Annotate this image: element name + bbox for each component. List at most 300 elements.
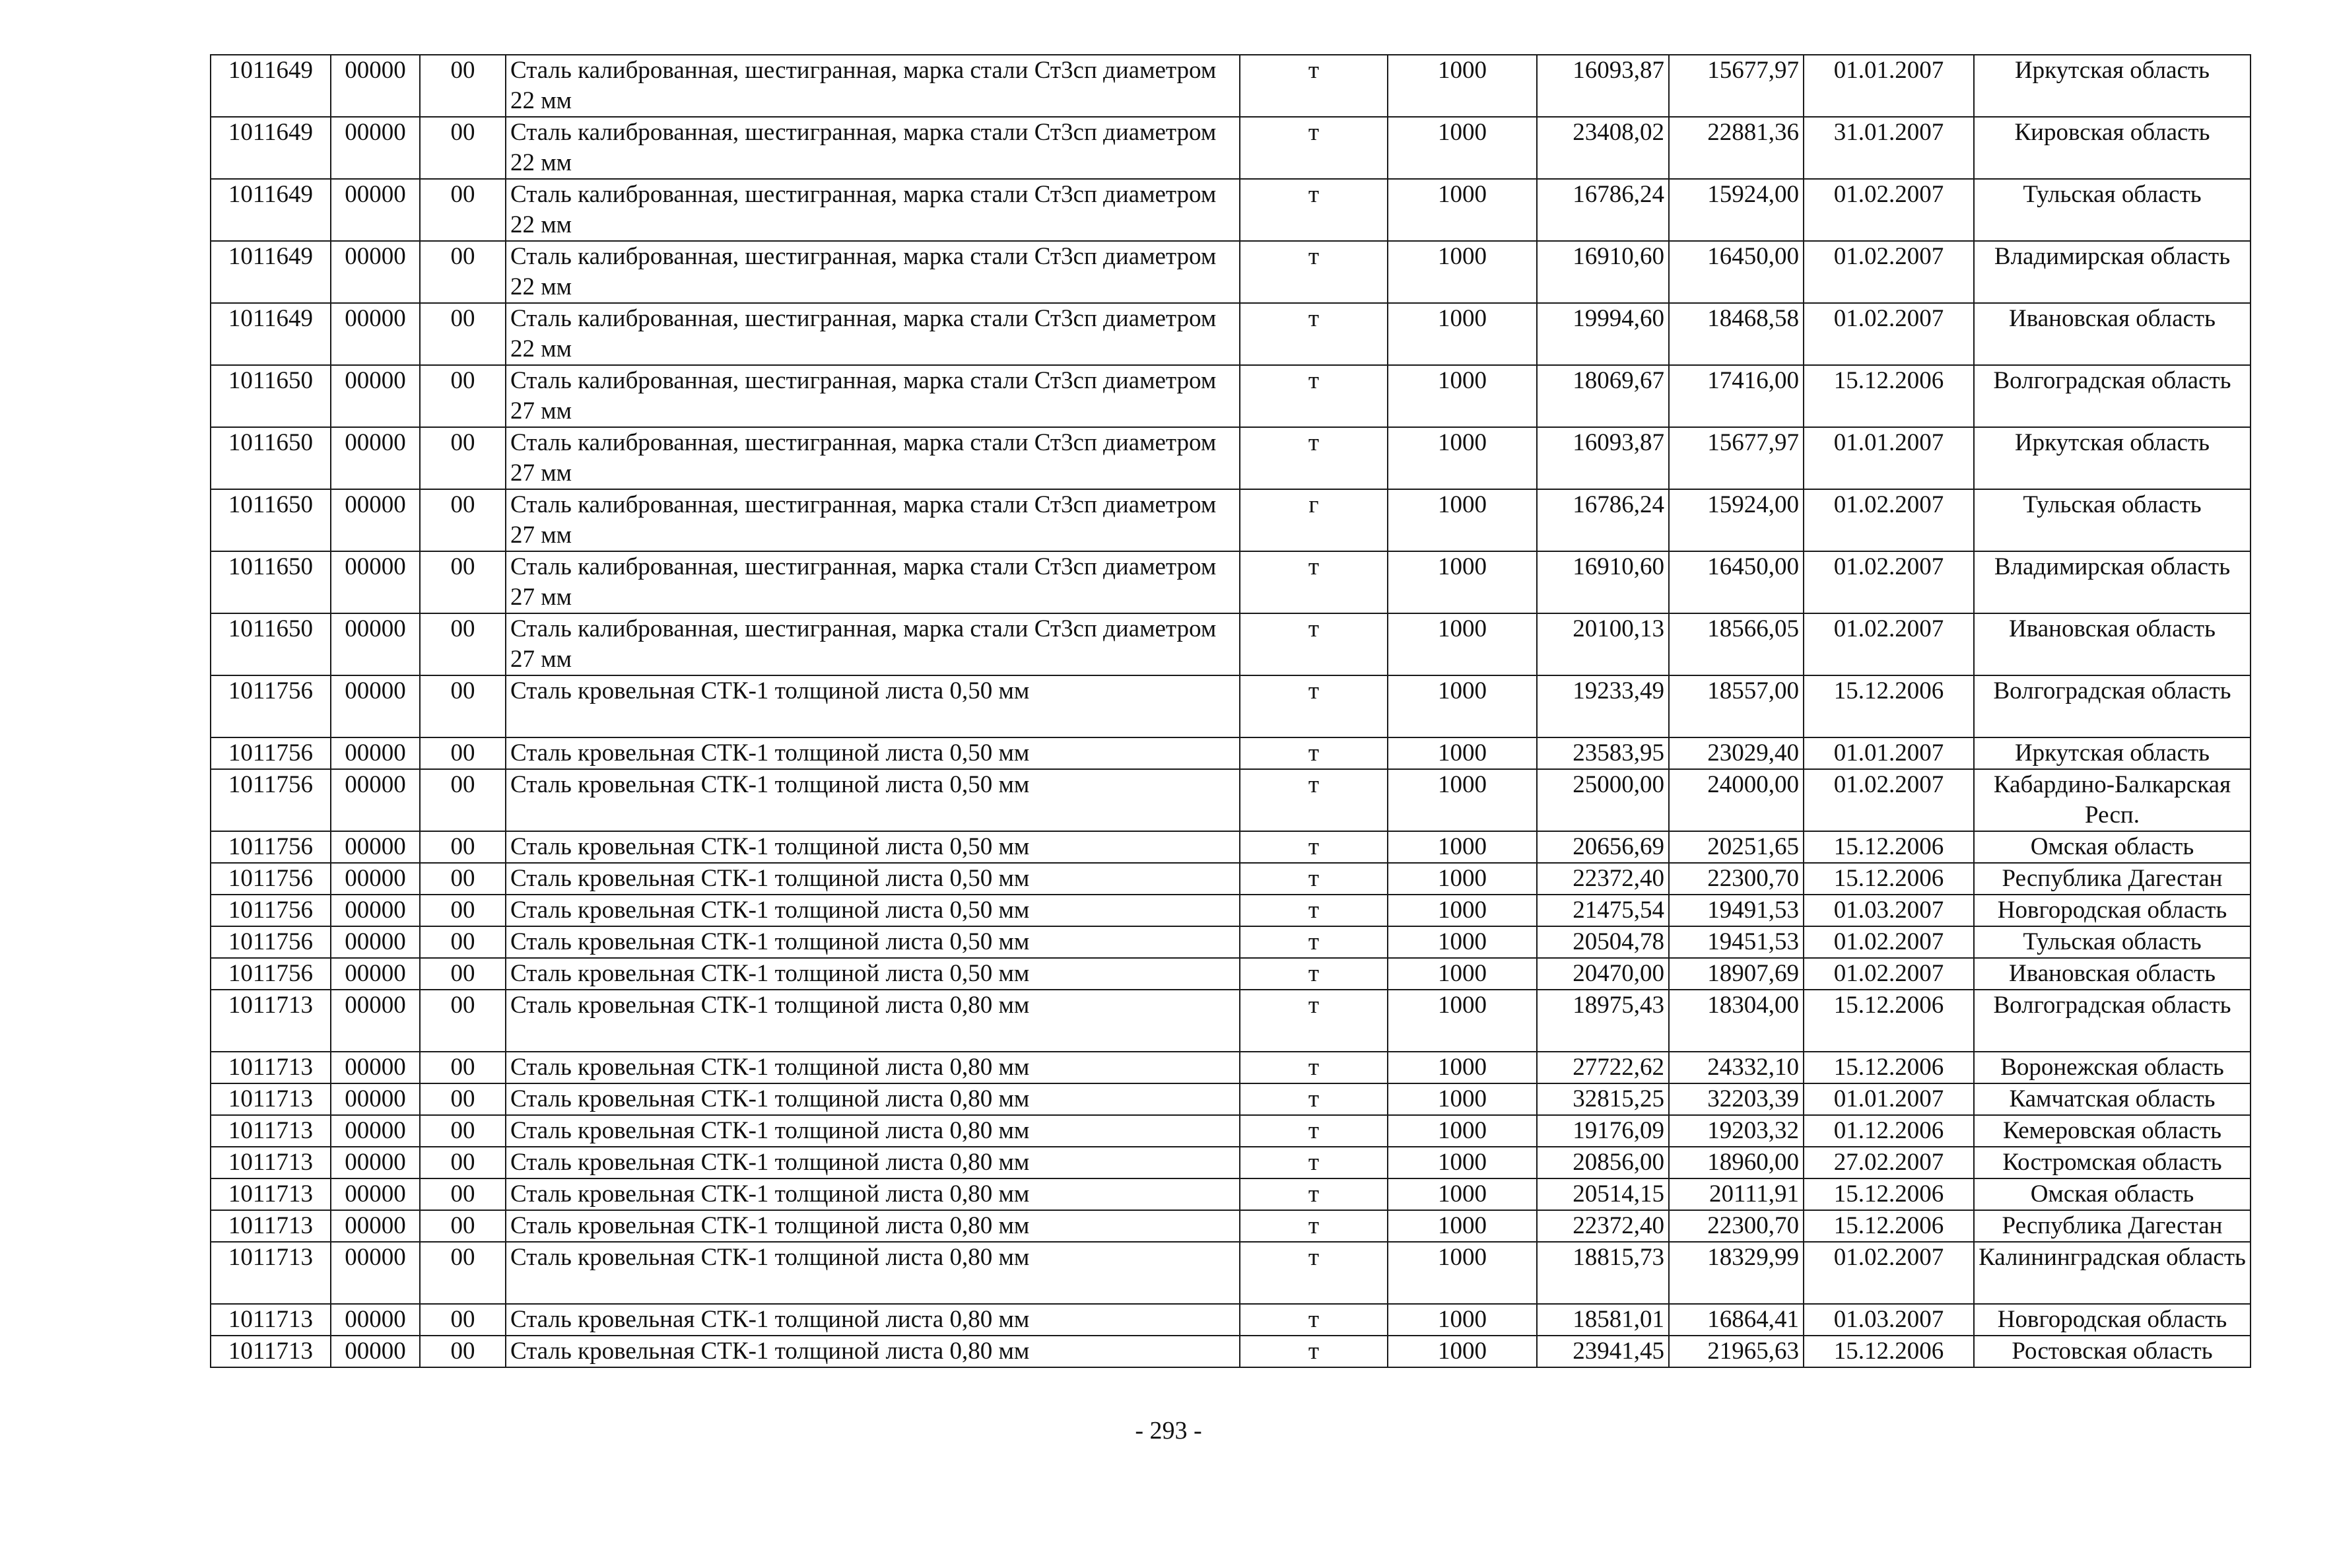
material-name-cell: Сталь кровельная СТК-1 толщиной листа 0,50 мм [506,958,1240,990]
material-name-cell: Сталь калиброванная, шестигранная, марка стали Ст3сп диаметром 22 мм [506,117,1240,179]
date-cell: 15.12.2006 [1804,863,1974,895]
price-with-vat-cell: 16910,60 [1537,551,1669,613]
unit-cell: т [1240,241,1388,303]
region-cell: Республика Дагестан [1974,1210,2251,1242]
region-cell: Владимирская область [1974,551,2251,613]
quantity-cell: 1000 [1388,55,1537,117]
material-name-cell: Сталь кровельная СТК-1 толщиной листа 0,50 мм [506,675,1240,737]
unit-cell: т [1240,1304,1388,1336]
version-cell: 00 [420,675,506,737]
date-cell: 15.12.2006 [1804,1336,1974,1367]
material-name-cell: Сталь кровельная СТК-1 толщиной листа 0,50 мм [506,895,1240,926]
version-cell: 00 [420,1304,506,1336]
version-cell: 00 [420,831,506,863]
date-cell: 15.12.2006 [1804,831,1974,863]
region-cell: Кемеровская область [1974,1115,2251,1147]
price-without-vat-cell: 16864,41 [1669,1304,1804,1336]
price-with-vat-cell: 16093,87 [1537,55,1669,117]
version-cell: 00 [420,1210,506,1242]
price-without-vat-cell: 19451,53 [1669,926,1804,958]
subcode-cell: 00000 [331,1336,420,1367]
price-without-vat-cell: 18468,58 [1669,303,1804,365]
price-without-vat-cell: 15677,97 [1669,427,1804,489]
region-cell: Ивановская область [1974,958,2251,990]
table-row [211,427,2251,489]
unit-cell: т [1240,863,1388,895]
item-code-cell: 1011713 [211,1052,331,1083]
item-code-cell: 1011649 [211,179,331,241]
date-cell: 15.12.2006 [1804,1210,1974,1242]
region-cell: Воронежская область [1974,1052,2251,1083]
version-cell: 00 [420,737,506,769]
unit-cell: т [1240,303,1388,365]
quantity-cell: 1000 [1388,1115,1537,1147]
price-without-vat-cell: 18304,00 [1669,990,1804,1052]
table-row [211,1147,2251,1178]
version-cell: 00 [420,958,506,990]
unit-cell: т [1240,365,1388,427]
quantity-cell: 1000 [1388,737,1537,769]
version-cell: 00 [420,990,506,1052]
price-with-vat-cell: 19994,60 [1537,303,1669,365]
date-cell: 15.12.2006 [1804,990,1974,1052]
price-with-vat-cell: 19233,49 [1537,675,1669,737]
price-with-vat-cell: 16786,24 [1537,179,1669,241]
material-name-cell: Сталь кровельная СТК-1 толщиной листа 0,50 мм [506,926,1240,958]
quantity-cell: 1000 [1388,1336,1537,1367]
quantity-cell: 1000 [1388,613,1537,675]
date-cell: 01.02.2007 [1804,769,1974,831]
item-code-cell: 1011650 [211,365,331,427]
table-row [211,1210,2251,1242]
price-without-vat-cell: 17416,00 [1669,365,1804,427]
region-cell: Камчатская область [1974,1083,2251,1115]
version-cell: 00 [420,613,506,675]
subcode-cell: 00000 [331,769,420,831]
quantity-cell: 1000 [1388,831,1537,863]
item-code-cell: 1011756 [211,675,331,737]
item-code-cell: 1011713 [211,990,331,1052]
item-code-cell: 1011713 [211,1336,331,1367]
unit-cell: т [1240,737,1388,769]
quantity-cell: 1000 [1388,1083,1537,1115]
price-without-vat-cell: 18907,69 [1669,958,1804,990]
subcode-cell: 00000 [331,1178,420,1210]
price-with-vat-cell: 20514,15 [1537,1178,1669,1210]
region-cell: Кабардино-Балкарская Респ. [1974,769,2251,831]
date-cell: 31.01.2007 [1804,117,1974,179]
material-name-cell: Сталь калиброванная, шестигранная, марка стали Ст3сп диаметром 22 мм [506,241,1240,303]
material-name-cell: Сталь кровельная СТК-1 толщиной листа 0,50 мм [506,831,1240,863]
unit-cell: т [1240,1178,1388,1210]
table-row [211,1115,2251,1147]
date-cell: 15.12.2006 [1804,1052,1974,1083]
price-without-vat-cell: 22300,70 [1669,1210,1804,1242]
subcode-cell: 00000 [331,489,420,551]
unit-cell: т [1240,1052,1388,1083]
material-name-cell: Сталь калиброванная, шестигранная, марка стали Ст3сп диаметром 27 мм [506,427,1240,489]
price-without-vat-cell: 20111,91 [1669,1178,1804,1210]
unit-cell: т [1240,117,1388,179]
date-cell: 01.01.2007 [1804,427,1974,489]
quantity-cell: 1000 [1388,489,1537,551]
price-with-vat-cell: 23583,95 [1537,737,1669,769]
region-cell: Ростовская область [1974,1336,2251,1367]
subcode-cell: 00000 [331,427,420,489]
table-row [211,926,2251,958]
price-without-vat-cell: 18557,00 [1669,675,1804,737]
price-table [210,54,2251,1368]
item-code-cell: 1011713 [211,1304,331,1336]
subcode-cell: 00000 [331,1242,420,1304]
item-code-cell: 1011756 [211,737,331,769]
price-with-vat-cell: 32815,25 [1537,1083,1669,1115]
subcode-cell: 00000 [331,303,420,365]
price-without-vat-cell: 20251,65 [1669,831,1804,863]
region-cell: Иркутская область [1974,427,2251,489]
price-without-vat-cell: 16450,00 [1669,241,1804,303]
unit-cell: т [1240,1336,1388,1367]
version-cell: 00 [420,179,506,241]
price-without-vat-cell: 18566,05 [1669,613,1804,675]
region-cell: Республика Дагестан [1974,863,2251,895]
subcode-cell: 00000 [331,241,420,303]
unit-cell: т [1240,1083,1388,1115]
quantity-cell: 1000 [1388,990,1537,1052]
unit-cell: т [1240,831,1388,863]
table-row [211,55,2251,117]
subcode-cell: 00000 [331,958,420,990]
table-body [211,55,2251,1367]
table-row [211,990,2251,1052]
price-without-vat-cell: 22881,36 [1669,117,1804,179]
subcode-cell: 00000 [331,1304,420,1336]
unit-cell: т [1240,1115,1388,1147]
unit-cell: г [1240,489,1388,551]
region-cell: Кировская область [1974,117,2251,179]
quantity-cell: 1000 [1388,365,1537,427]
quantity-cell: 1000 [1388,1210,1537,1242]
region-cell: Новгородская область [1974,1304,2251,1336]
date-cell: 01.02.2007 [1804,613,1974,675]
quantity-cell: 1000 [1388,1304,1537,1336]
price-with-vat-cell: 20856,00 [1537,1147,1669,1178]
quantity-cell: 1000 [1388,1178,1537,1210]
price-without-vat-cell: 18960,00 [1669,1147,1804,1178]
region-cell: Новгородская область [1974,895,2251,926]
price-with-vat-cell: 16093,87 [1537,427,1669,489]
version-cell: 00 [420,241,506,303]
quantity-cell: 1000 [1388,1052,1537,1083]
date-cell: 27.02.2007 [1804,1147,1974,1178]
subcode-cell: 00000 [331,179,420,241]
region-cell: Иркутская область [1974,737,2251,769]
region-cell: Ивановская область [1974,613,2251,675]
price-with-vat-cell: 20100,13 [1537,613,1669,675]
subcode-cell: 00000 [331,1210,420,1242]
price-without-vat-cell: 16450,00 [1669,551,1804,613]
item-code-cell: 1011756 [211,958,331,990]
item-code-cell: 1011649 [211,303,331,365]
price-without-vat-cell: 24332,10 [1669,1052,1804,1083]
quantity-cell: 1000 [1388,958,1537,990]
subcode-cell: 00000 [331,831,420,863]
version-cell: 00 [420,895,506,926]
quantity-cell: 1000 [1388,769,1537,831]
version-cell: 00 [420,1178,506,1210]
date-cell: 01.02.2007 [1804,1242,1974,1304]
date-cell: 15.12.2006 [1804,675,1974,737]
item-code-cell: 1011713 [211,1210,331,1242]
region-cell: Омская область [1974,1178,2251,1210]
subcode-cell: 00000 [331,990,420,1052]
table-row [211,303,2251,365]
date-cell: 01.02.2007 [1804,303,1974,365]
item-code-cell: 1011756 [211,863,331,895]
region-cell: Омская область [1974,831,2251,863]
material-name-cell: Сталь кровельная СТК-1 толщиной листа 0,80 мм [506,1210,1240,1242]
date-cell: 01.03.2007 [1804,1304,1974,1336]
subcode-cell: 00000 [331,1083,420,1115]
price-table-container [210,54,2250,1368]
date-cell: 01.12.2006 [1804,1115,1974,1147]
subcode-cell: 00000 [331,55,420,117]
table-row [211,365,2251,427]
page-number: - 293 - [1135,1417,1202,1445]
subcode-cell: 00000 [331,675,420,737]
date-cell: 01.01.2007 [1804,55,1974,117]
price-with-vat-cell: 18069,67 [1537,365,1669,427]
quantity-cell: 1000 [1388,241,1537,303]
price-with-vat-cell: 22372,40 [1537,863,1669,895]
price-with-vat-cell: 18975,43 [1537,990,1669,1052]
table-row [211,1242,2251,1304]
quantity-cell: 1000 [1388,675,1537,737]
region-cell: Волгоградская область [1974,990,2251,1052]
quantity-cell: 1000 [1388,863,1537,895]
quantity-cell: 1000 [1388,926,1537,958]
unit-cell: т [1240,551,1388,613]
table-row [211,1083,2251,1115]
material-name-cell: Сталь кровельная СТК-1 толщиной листа 0,80 мм [506,1242,1240,1304]
price-without-vat-cell: 24000,00 [1669,769,1804,831]
date-cell: 15.12.2006 [1804,365,1974,427]
subcode-cell: 00000 [331,1115,420,1147]
region-cell: Калининградская область [1974,1242,2251,1304]
price-with-vat-cell: 16786,24 [1537,489,1669,551]
version-cell: 00 [420,489,506,551]
version-cell: 00 [420,1115,506,1147]
material-name-cell: Сталь кровельная СТК-1 толщиной листа 0,80 мм [506,990,1240,1052]
unit-cell: т [1240,613,1388,675]
material-name-cell: Сталь кровельная СТК-1 толщиной листа 0,80 мм [506,1083,1240,1115]
material-name-cell: Сталь кровельная СТК-1 толщиной листа 0,80 мм [506,1147,1240,1178]
table-row [211,769,2251,831]
unit-cell: т [1240,675,1388,737]
region-cell: Костромская область [1974,1147,2251,1178]
material-name-cell: Сталь калиброванная, шестигранная, марка стали Ст3сп диаметром 22 мм [506,303,1240,365]
quantity-cell: 1000 [1388,1242,1537,1304]
region-cell: Иркутская область [1974,55,2251,117]
subcode-cell: 00000 [331,863,420,895]
price-without-vat-cell: 19203,32 [1669,1115,1804,1147]
region-cell: Тульская область [1974,926,2251,958]
price-without-vat-cell: 19491,53 [1669,895,1804,926]
item-code-cell: 1011713 [211,1147,331,1178]
region-cell: Тульская область [1974,489,2251,551]
price-with-vat-cell: 18581,01 [1537,1304,1669,1336]
item-code-cell: 1011649 [211,241,331,303]
version-cell: 00 [420,863,506,895]
region-cell: Волгоградская область [1974,675,2251,737]
price-with-vat-cell: 18815,73 [1537,1242,1669,1304]
quantity-cell: 1000 [1388,303,1537,365]
price-without-vat-cell: 23029,40 [1669,737,1804,769]
version-cell: 00 [420,1242,506,1304]
material-name-cell: Сталь кровельная СТК-1 толщиной листа 0,50 мм [506,863,1240,895]
unit-cell: т [1240,1242,1388,1304]
price-with-vat-cell: 19176,09 [1537,1115,1669,1147]
unit-cell: т [1240,926,1388,958]
price-with-vat-cell: 27722,62 [1537,1052,1669,1083]
table-row [211,863,2251,895]
version-cell: 00 [420,427,506,489]
subcode-cell: 00000 [331,737,420,769]
subcode-cell: 00000 [331,1052,420,1083]
date-cell: 15.12.2006 [1804,1178,1974,1210]
item-code-cell: 1011650 [211,613,331,675]
quantity-cell: 1000 [1388,551,1537,613]
date-cell: 01.02.2007 [1804,489,1974,551]
material-name-cell: Сталь калиброванная, шестигранная, марка стали Ст3сп диаметром 27 мм [506,365,1240,427]
price-without-vat-cell: 21965,63 [1669,1336,1804,1367]
unit-cell: т [1240,55,1388,117]
date-cell: 01.02.2007 [1804,241,1974,303]
item-code-cell: 1011649 [211,117,331,179]
price-without-vat-cell: 15924,00 [1669,489,1804,551]
table-row [211,613,2251,675]
price-without-vat-cell: 15924,00 [1669,179,1804,241]
item-code-cell: 1011650 [211,551,331,613]
unit-cell: т [1240,179,1388,241]
version-cell: 00 [420,1147,506,1178]
table-row [211,958,2251,990]
price-without-vat-cell: 22300,70 [1669,863,1804,895]
subcode-cell: 00000 [331,1147,420,1178]
region-cell: Волгоградская область [1974,365,2251,427]
version-cell: 00 [420,303,506,365]
subcode-cell: 00000 [331,926,420,958]
material-name-cell: Сталь калиброванная, шестигранная, марка стали Ст3сп диаметром 22 мм [506,179,1240,241]
item-code-cell: 1011713 [211,1178,331,1210]
table-row [211,1052,2251,1083]
version-cell: 00 [420,117,506,179]
material-name-cell: Сталь кровельная СТК-1 толщиной листа 0,80 мм [506,1336,1240,1367]
date-cell: 01.02.2007 [1804,551,1974,613]
table-row [211,1336,2251,1367]
material-name-cell: Сталь калиброванная, шестигранная, марка стали Ст3сп диаметром 22 мм [506,55,1240,117]
material-name-cell: Сталь кровельная СТК-1 толщиной листа 0,80 мм [506,1115,1240,1147]
item-code-cell: 1011650 [211,427,331,489]
subcode-cell: 00000 [331,365,420,427]
date-cell: 01.02.2007 [1804,958,1974,990]
quantity-cell: 1000 [1388,117,1537,179]
item-code-cell: 1011756 [211,895,331,926]
material-name-cell: Сталь калиброванная, шестигранная, марка стали Ст3сп диаметром 27 мм [506,489,1240,551]
unit-cell: т [1240,895,1388,926]
price-without-vat-cell: 15677,97 [1669,55,1804,117]
table-row [211,117,2251,179]
date-cell: 01.03.2007 [1804,895,1974,926]
price-with-vat-cell: 25000,00 [1537,769,1669,831]
item-code-cell: 1011756 [211,831,331,863]
item-code-cell: 1011713 [211,1083,331,1115]
region-cell: Ивановская область [1974,303,2251,365]
quantity-cell: 1000 [1388,1147,1537,1178]
material-name-cell: Сталь кровельная СТК-1 толщиной листа 0,80 мм [506,1052,1240,1083]
region-cell: Тульская область [1974,179,2251,241]
table-row [211,1304,2251,1336]
quantity-cell: 1000 [1388,179,1537,241]
table-row [211,241,2251,303]
item-code-cell: 1011650 [211,489,331,551]
version-cell: 00 [420,551,506,613]
table-row [211,1178,2251,1210]
material-name-cell: Сталь кровельная СТК-1 толщиной листа 0,80 мм [506,1304,1240,1336]
material-name-cell: Сталь кровельная СТК-1 толщиной листа 0,80 мм [506,1178,1240,1210]
version-cell: 00 [420,926,506,958]
quantity-cell: 1000 [1388,427,1537,489]
version-cell: 00 [420,1083,506,1115]
item-code-cell: 1011756 [211,926,331,958]
subcode-cell: 00000 [331,117,420,179]
subcode-cell: 00000 [331,613,420,675]
unit-cell: т [1240,958,1388,990]
table-row [211,179,2251,241]
price-with-vat-cell: 20656,69 [1537,831,1669,863]
price-with-vat-cell: 21475,54 [1537,895,1669,926]
item-code-cell: 1011649 [211,55,331,117]
table-row [211,737,2251,769]
unit-cell: т [1240,427,1388,489]
version-cell: 00 [420,55,506,117]
version-cell: 00 [420,365,506,427]
price-with-vat-cell: 20470,00 [1537,958,1669,990]
item-code-cell: 1011713 [211,1115,331,1147]
version-cell: 00 [420,769,506,831]
quantity-cell: 1000 [1388,895,1537,926]
region-cell: Владимирская область [1974,241,2251,303]
material-name-cell: Сталь калиброванная, шестигранная, марка стали Ст3сп диаметром 27 мм [506,551,1240,613]
item-code-cell: 1011756 [211,769,331,831]
price-with-vat-cell: 20504,78 [1537,926,1669,958]
unit-cell: т [1240,1147,1388,1178]
subcode-cell: 00000 [331,551,420,613]
price-with-vat-cell: 16910,60 [1537,241,1669,303]
material-name-cell: Сталь калиброванная, шестигранная, марка стали Ст3сп диаметром 27 мм [506,613,1240,675]
price-with-vat-cell: 23941,45 [1537,1336,1669,1367]
price-without-vat-cell: 18329,99 [1669,1242,1804,1304]
material-name-cell: Сталь кровельная СТК-1 толщиной листа 0,50 мм [506,769,1240,831]
unit-cell: т [1240,1210,1388,1242]
subcode-cell: 00000 [331,895,420,926]
unit-cell: т [1240,990,1388,1052]
price-with-vat-cell: 23408,02 [1537,117,1669,179]
material-name-cell: Сталь кровельная СТК-1 толщиной листа 0,50 мм [506,737,1240,769]
date-cell: 01.02.2007 [1804,179,1974,241]
price-with-vat-cell: 22372,40 [1537,1210,1669,1242]
table-row [211,551,2251,613]
